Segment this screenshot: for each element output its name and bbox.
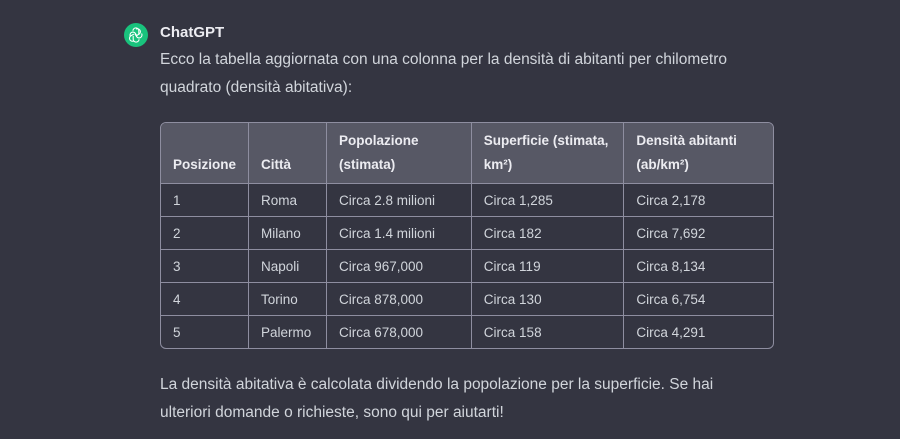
table-row: [161, 316, 773, 349]
cell-posizione: 4: [161, 283, 249, 316]
cell-densita: Circa 8,134: [624, 250, 773, 283]
cell-popolazione: Circa 678,000: [326, 316, 471, 349]
header-popolazione: Popolazione (stimata): [326, 123, 471, 184]
cell-superficie: Circa 158: [471, 316, 624, 349]
data-table: [160, 122, 774, 349]
cell-popolazione: Circa 2.8 milioni: [326, 184, 471, 217]
cell-superficie: Circa 119: [471, 250, 624, 283]
header-posizione: Posizione: [161, 123, 249, 184]
header-densita: Densità abitanti (ab/km²): [624, 123, 773, 184]
table-row: [161, 217, 773, 250]
intro-text: Ecco la tabella aggiornata con una colonna per la densità di abitanti per chilometro quadrato (densità abitativa):: [160, 51, 727, 96]
cell-posizione: 2: [161, 217, 249, 250]
avatar: [124, 23, 148, 47]
cell-popolazione: Circa 967,000: [326, 250, 471, 283]
cell-posizione: 5: [161, 316, 249, 349]
cell-densita: Circa 4,291: [636, 324, 706, 340]
cell-superficie: Circa 182: [471, 217, 624, 250]
table-row: [161, 184, 773, 217]
author-name: ChatGPT: [160, 24, 225, 41]
cell-citta: Napoli: [249, 250, 327, 283]
cell-citta: Torino: [249, 283, 327, 316]
table-header-row: [161, 123, 773, 184]
header-superficie: Superficie (stimata, km²): [471, 123, 624, 184]
header-citta: Città: [249, 123, 327, 184]
table-row: [161, 250, 773, 283]
cell-densita: Circa 2,178: [624, 184, 773, 217]
cell-posizione: 1: [161, 184, 249, 217]
cell-popolazione: Circa 878,000: [326, 283, 471, 316]
cell-superficie: Circa 1,285: [471, 184, 624, 217]
cell-popolazione: Circa 1.4 milioni: [326, 217, 471, 250]
outro-text: La densità abitativa è calcolata dividendo la popolazione per la superficie. Se hai ulteriori domande o richieste, sono qui per aiutarti!: [160, 376, 714, 421]
cell-citta: Milano: [249, 217, 327, 250]
openai-logo-icon: [128, 27, 144, 43]
cell-densita: Circa 7,692: [624, 217, 773, 250]
cell-posizione: 3: [161, 250, 249, 283]
cell-densita: Circa 6,754: [624, 283, 773, 316]
cell-superficie: Circa 130: [471, 283, 624, 316]
cell-citta: Roma: [249, 184, 327, 217]
table-row: [161, 283, 773, 316]
cell-citta: Palermo: [249, 316, 327, 349]
message-content: [160, 46, 780, 427]
